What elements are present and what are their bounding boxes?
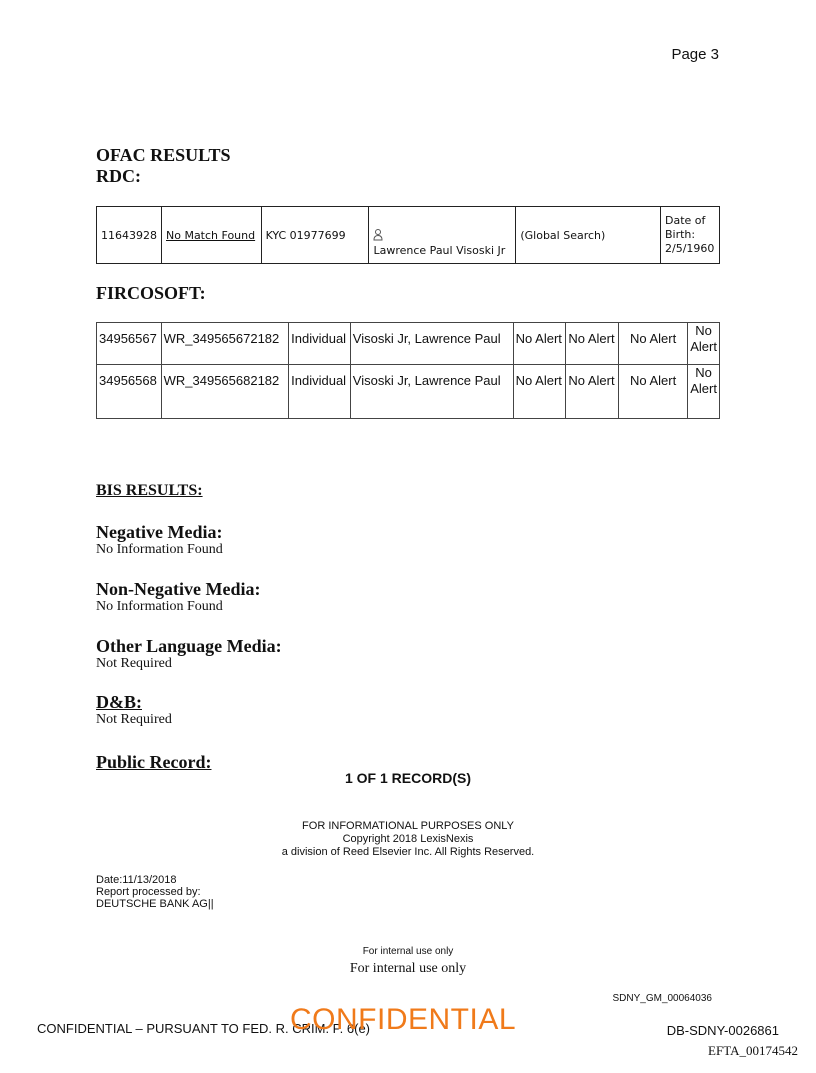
efta-doc-id: EFTA_00174542	[708, 1043, 798, 1058]
sdny-doc-id: SDNY_GM_00064036	[612, 993, 712, 1004]
non-negative-media-section	[96, 579, 260, 615]
negative-media-text: No Information Found	[96, 542, 223, 557]
person-icon	[373, 229, 383, 241]
firco-name-cell: Visoski Jr, Lawrence Paul	[350, 323, 513, 365]
firco-alert1-cell: No Alert	[513, 323, 566, 365]
page-number: Page 3	[671, 46, 719, 63]
firco-id-cell: 34956568	[97, 365, 162, 419]
dnb-heading: D&B:	[96, 692, 142, 712]
firco-alert2-cell: No Alert	[566, 365, 619, 419]
report-processor: DEUTSCHE BANK AG||	[96, 898, 214, 910]
record-count: 1 OF 1 RECORD(S)	[344, 770, 471, 786]
firco-alert1-cell: No Alert	[513, 365, 566, 419]
rdc-heading: RDC:	[96, 166, 141, 186]
negative-media-section	[96, 522, 223, 558]
copyright-line: Copyright 2018 LexisNexis	[342, 833, 474, 845]
negative-media-heading: Negative Media:	[96, 522, 223, 542]
rdc-kyc-cell: KYC 01977699	[261, 207, 369, 264]
rdc-name-cell	[369, 207, 516, 264]
firco-alert2-cell: No Alert	[566, 323, 619, 365]
rdc-dob-cell: Date of Birth: 2/5/1960	[660, 207, 719, 264]
non-negative-media-text: No Information Found	[96, 599, 223, 614]
firco-alert3-cell: No Alert	[619, 323, 688, 365]
other-language-media-heading: Other Language Media:	[96, 636, 282, 656]
dnb-section	[96, 692, 172, 728]
firco-name-cell: Visoski Jr, Lawrence Paul	[350, 365, 513, 419]
non-negative-media-heading: Non-Negative Media:	[96, 579, 261, 599]
rdc-results-table	[96, 206, 720, 264]
db-doc-id: DB-SDNY-0026861	[666, 1023, 779, 1038]
firco-type-cell: Individual	[289, 323, 351, 365]
fircosoft-heading: FIRCOSOFT:	[96, 283, 206, 303]
report-processed-label: Report processed by:	[96, 886, 201, 898]
firco-type-cell: Individual	[289, 365, 351, 419]
other-language-media-section	[96, 636, 282, 672]
firco-alert4-cell: No Alert	[688, 365, 720, 419]
firco-alert4-cell: No Alert	[688, 323, 720, 365]
rdc-match-cell	[162, 207, 262, 264]
dnb-text: Not Required	[96, 712, 172, 727]
other-language-media-text: Not Required	[96, 656, 172, 671]
firco-alert3-cell: No Alert	[619, 365, 688, 419]
table-row	[97, 207, 720, 264]
firco-id-cell: 34956567	[97, 323, 162, 365]
internal-use-small: For internal use only	[362, 946, 454, 957]
confidential-notice: CONFIDENTIAL – PURSUANT TO FED. R. CRIM. P. 6(e)	[37, 1021, 371, 1036]
internal-use-large: For internal use only	[349, 961, 467, 976]
report-date: Date:11/13/2018	[96, 874, 177, 886]
table-row	[97, 323, 720, 365]
division-line: a division of Reed Elsevier Inc. All Rights Reserved.	[281, 846, 535, 858]
confidential-stamp: CONFIDENTIAL	[290, 1003, 517, 1036]
ofac-results-heading: OFAC RESULTS	[96, 145, 231, 165]
bis-results-heading: BIS RESULTS:	[96, 482, 203, 499]
rdc-name-text: Lawrence Paul Visoski Jr	[373, 244, 506, 257]
rdc-id-cell: 11643928	[97, 207, 162, 264]
informational-line: FOR INFORMATIONAL PURPOSES ONLY	[302, 820, 514, 832]
firco-ref-cell: WR_349565672182	[161, 323, 289, 365]
rdc-match-link[interactable]: No Match Found	[166, 228, 256, 242]
firco-ref-cell: WR_349565682182	[161, 365, 289, 419]
rdc-search-cell: (Global Search)	[516, 207, 661, 264]
fircosoft-results-table	[96, 322, 720, 419]
table-row	[97, 365, 720, 419]
public-record-heading: Public Record:	[96, 752, 212, 772]
